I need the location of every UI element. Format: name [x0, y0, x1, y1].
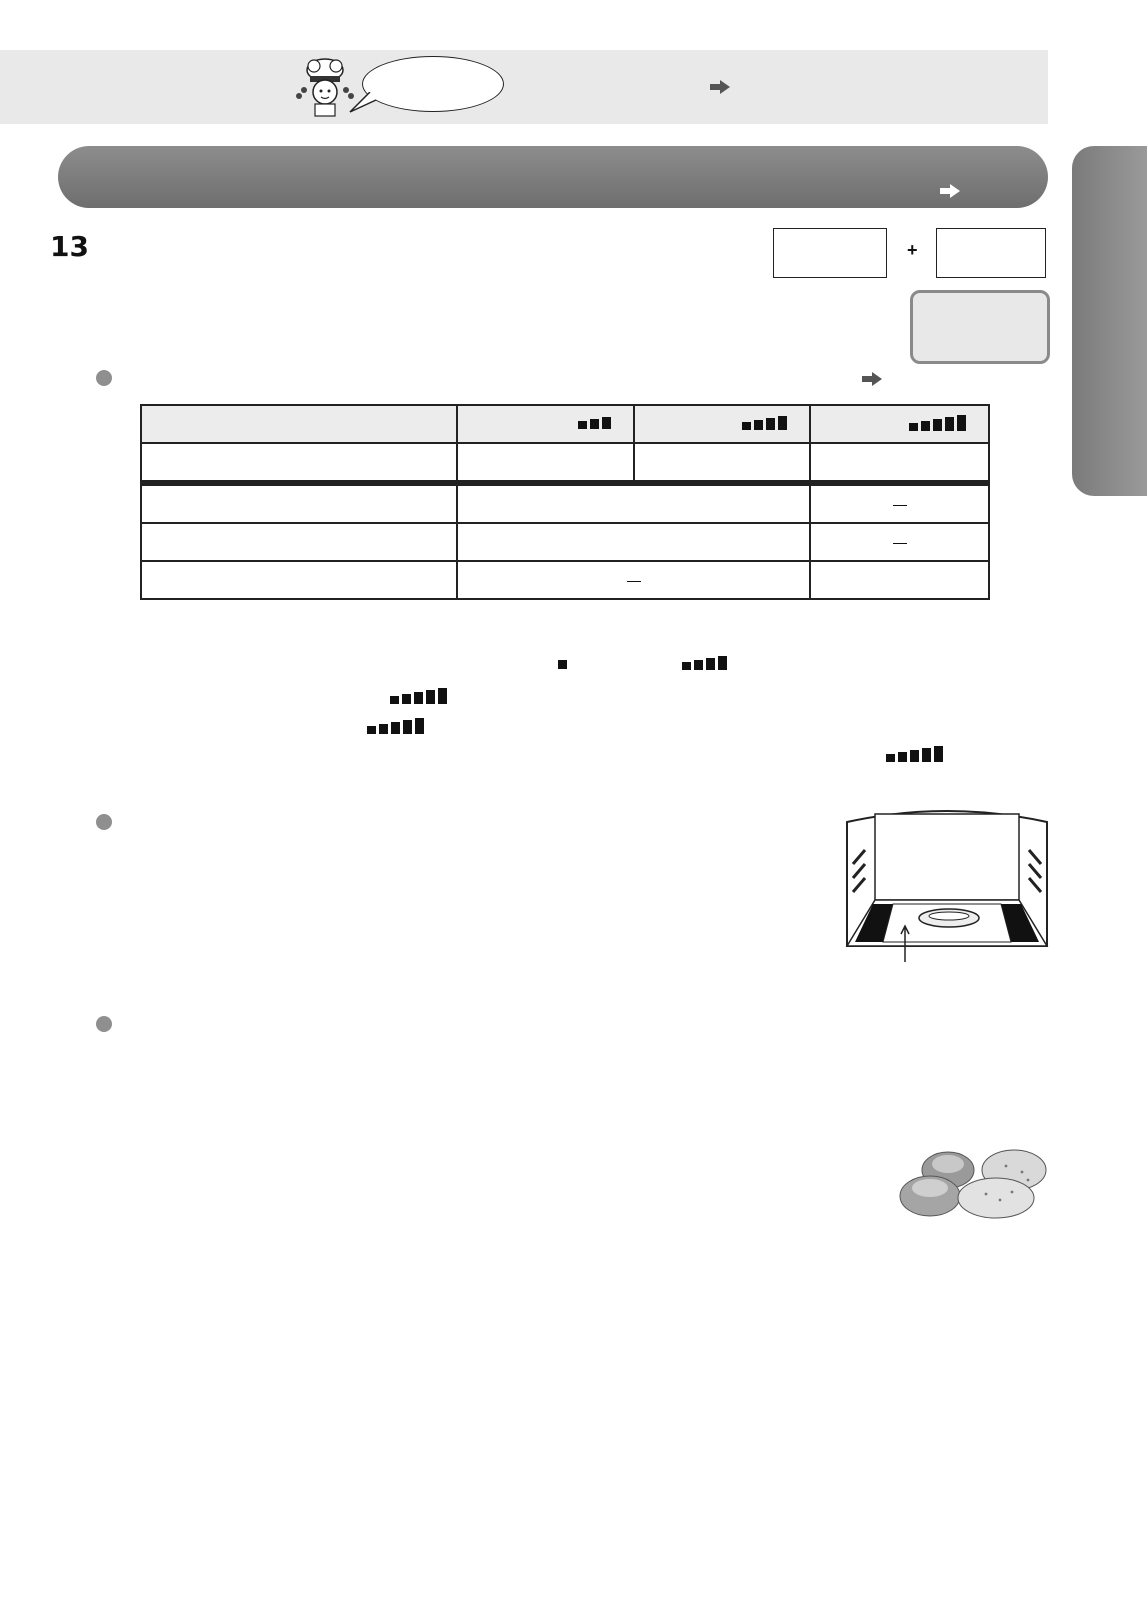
table-cell [457, 443, 634, 482]
power-bars-icon [886, 746, 943, 762]
power-bars-icon [390, 688, 447, 704]
oven-interior-illustration [845, 806, 1049, 962]
table-row [141, 561, 989, 599]
table-cell [810, 443, 989, 482]
table-header-cell [457, 405, 634, 443]
control-key-2[interactable] [936, 228, 1046, 278]
power-bars-icon [909, 415, 966, 431]
table-cell [457, 485, 810, 523]
control-key-1[interactable] [773, 228, 887, 278]
table-header-cell [141, 405, 457, 443]
table-cell [141, 523, 457, 561]
bullet-point [96, 370, 112, 386]
power-bars-icon [367, 718, 424, 734]
table-row [141, 523, 989, 561]
settings-table [140, 404, 990, 600]
table-cell [141, 561, 457, 599]
power-bars-icon [558, 660, 567, 669]
power-bars-icon [742, 416, 787, 430]
plus-sign: + [907, 240, 918, 260]
dash-mark [627, 581, 641, 582]
table-cell [810, 523, 989, 561]
power-bars-icon [682, 656, 727, 670]
top-banner [0, 50, 1048, 124]
table-header-row [141, 405, 989, 443]
display-panel [910, 290, 1050, 364]
table-header-cell [634, 405, 811, 443]
table-row [141, 443, 989, 482]
table-cell [457, 523, 810, 561]
table-cell [634, 443, 811, 482]
step-number: 13 [50, 230, 89, 263]
arrow-right-icon [710, 80, 730, 94]
chapter-side-tab [1072, 146, 1147, 496]
dash-mark [893, 505, 907, 506]
power-bars-icon [578, 417, 611, 429]
table-cell [810, 485, 989, 523]
section-heading-bar [58, 146, 1048, 208]
table-row [141, 485, 989, 523]
table-cell [810, 561, 989, 599]
bullet-point [96, 814, 112, 830]
table-cell [141, 443, 457, 482]
table-cell [141, 485, 457, 523]
speech-bubble-tail [348, 92, 378, 114]
bread-rolls-illustration [896, 1144, 1051, 1220]
speech-bubble-icon [362, 56, 504, 112]
arrow-right-icon [940, 184, 960, 198]
table-header-cell [810, 405, 989, 443]
dash-mark [893, 543, 907, 544]
table-cell [457, 561, 810, 599]
bullet-point [96, 1016, 112, 1032]
arrow-right-icon [862, 372, 882, 386]
